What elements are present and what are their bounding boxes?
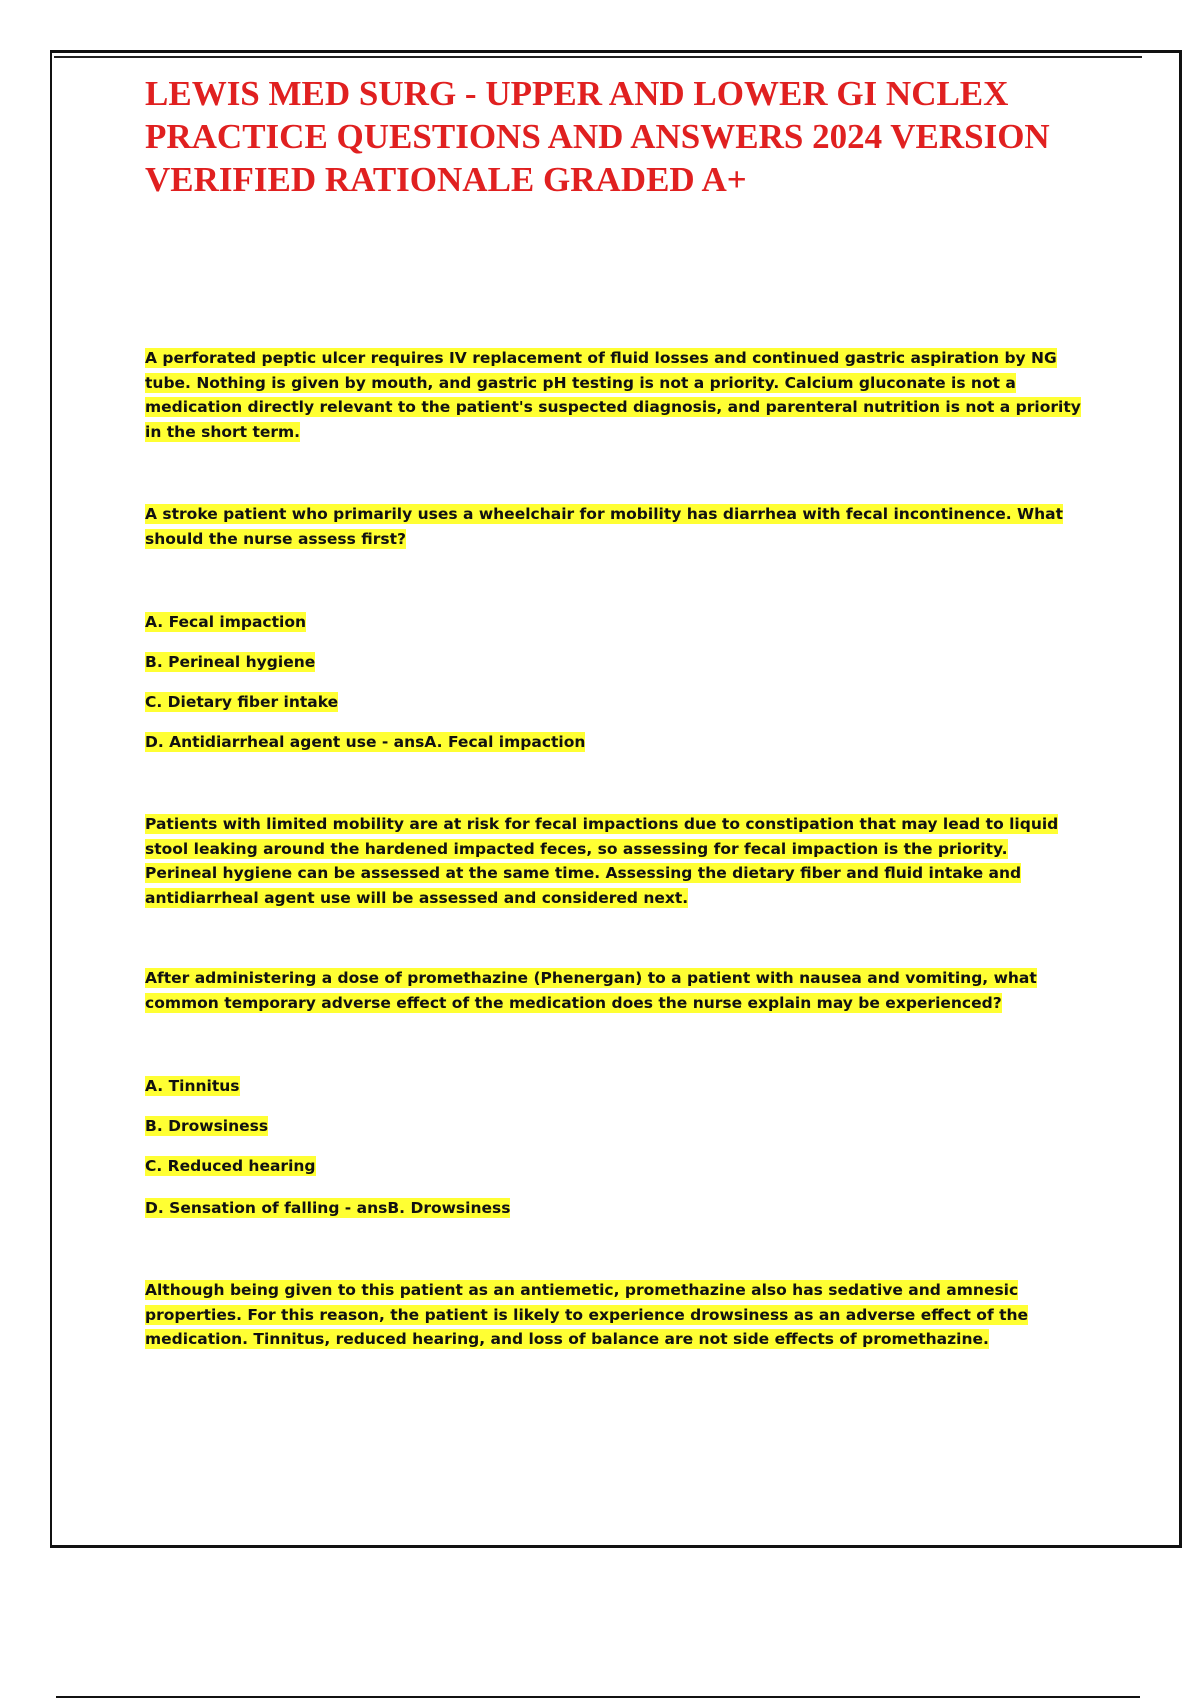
q1-option-a: A. Fecal impaction [145,613,307,631]
rationale-paragraph-1 [145,346,1090,444]
rationale-1-text: A perforated peptic ulcer requires IV replacement of fluid losses and continued gastric aspiration by NG tube. Nothing is given by mouth, and gastric pH testing is not a priority. Calcium gluconate is not a medication directly relevant to the patient's suspected diagnosis, and parenteral nutrition is not a priority in the short term. [145,349,1081,441]
question-1-text: A stroke patient who primarily uses a wheelchair for mobility has diarrhea with fecal incontinence. What should the nurse assess first? [145,505,1064,548]
question-2-text: After administering a dose of promethazine (Phenergan) to a patient with nausea and vomiting, what common temporary adverse effect of the medication does the nurse explain may be experienced? [145,969,1037,1012]
q2-option-c: C. Reduced hearing [145,1157,316,1175]
bottom-divider [56,1696,1140,1698]
q2-option-d: D. Sensation of falling - ansB. Drowsiness [145,1199,511,1217]
rationale-paragraph-2 [145,812,1060,910]
rationale-2-text: Patients with limited mobility are at risk for fecal impactions due to constipation that may lead to liquid stool leaking around the hardened impacted feces, so assessing for fecal impaction is the priority. Perineal hygiene can be assessed at the same time. Assessing the dietary fiber and fluid intake and antidiarrheal agent use will be assessed and considered next. [145,815,1059,907]
q1-option-d: D. Antidiarrheal agent use - ansA. Fecal impaction [145,733,586,751]
q2-option-b: B. Drowsiness [145,1117,269,1135]
q2-option-a: A. Tinnitus [145,1077,240,1095]
document-title: LEWIS MED SURG - UPPER AND LOWER GI NCLEX PRACTICE QUESTIONS AND ANSWERS 2024 VERSION VERIFIED RATIONALE GRADED A+ [145,74,1050,199]
q1-option-c: C. Dietary fiber intake [145,693,339,711]
question-2 [145,966,1045,1015]
rationale-3-text: Although being given to this patient as an antiemetic, promethazine also has sedative and amnesic properties. For this reason, the patient is likely to experience drowsiness as an adverse effect of the medication. Tinnitus, reduced hearing, and loss of balance are not side effects of promethazine. [145,1281,1029,1348]
q1-option-b: B. Perineal hygiene [145,653,316,671]
question-1 [145,502,1085,551]
rationale-paragraph-3 [145,1278,1045,1352]
top-divider [54,56,1142,58]
